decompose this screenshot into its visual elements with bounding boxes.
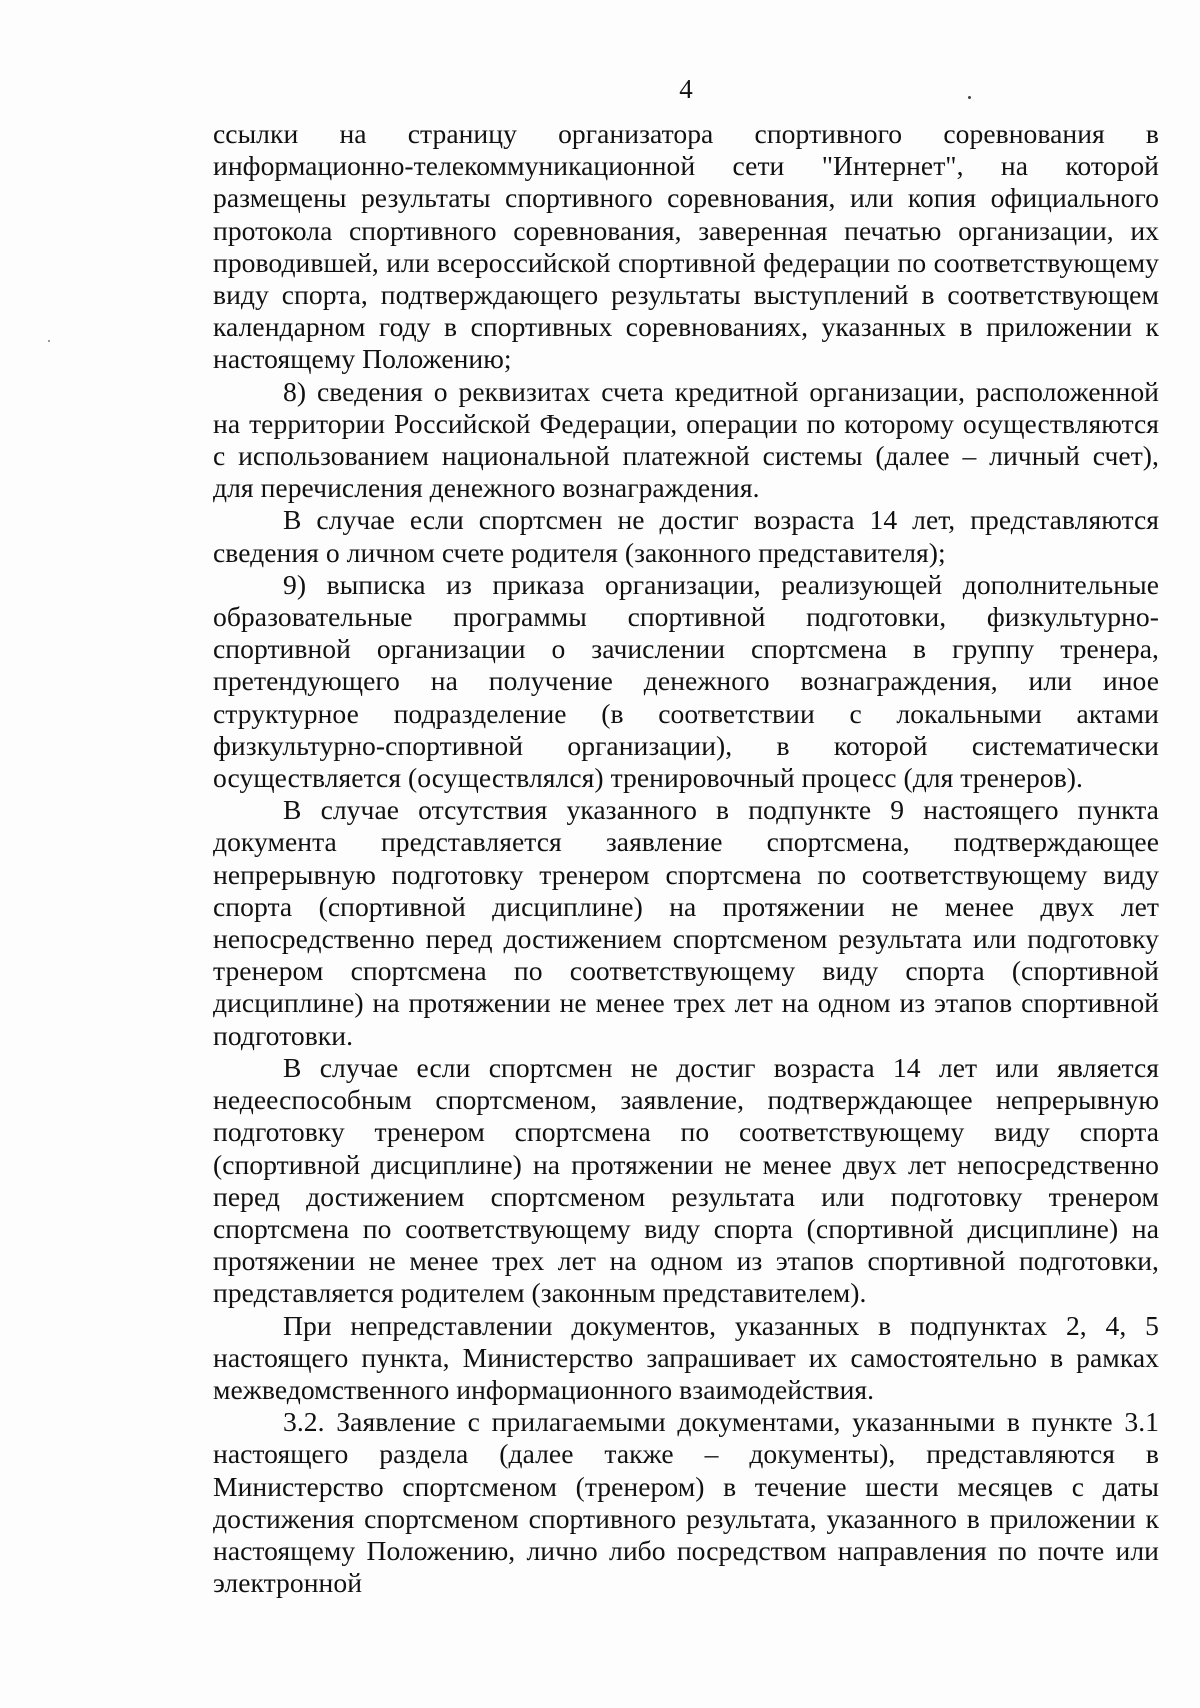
- scan-artifact-margin-dot: [48, 340, 50, 342]
- paragraph-minor-statement: В случае если спортсмен не достиг возраста 14 лет или является недееспособным спортсменом, заявление, подтверждающее непрерывную подготовку тренером спортсмена по соответствующему виду спорта (спортивной дисциплине) на протяжении не менее двух лет непосредственно перед достижением спортсменом результата или подготовку тренером спортсмена по соответствующему виду спорта (спортивной дисциплине) на протяжении не менее трех лет на одном из этапов спортивной подготовки, представляется родителем (законным представителем).: [213, 1051, 1159, 1309]
- paragraph-interagency-request: При непредставлении документов, указанных в подпунктах 2, 4, 5 настоящего пункта, Министерство запрашивает их самостоятельно в рамках межведомственного информационного взаимодействия.: [213, 1309, 1159, 1405]
- document-body: [213, 118, 1159, 1599]
- paragraph-absence-of-document: В случае отсутствия указанного в подпункте 9 настоящего пункта документа представляется заявление спортсмена, подтверждающее непрерывную подготовку тренером спортсмена по соответствующему виду спорта (спортивной дисциплине) на протяжении не менее двух лет непосредственно перед достижением спортсменом результата или подготовку тренером спортсмена по соответствующему виду спорта (спортивной дисциплине) на протяжении не менее трех лет на одном из этапов спортивной подготовки.: [213, 794, 1159, 1051]
- paragraph-item-9: 9) выписка из приказа организации, реализующей дополнительные образовательные программы спортивной подготовки, физкультурно-спортивной организации о зачислении спортсмена в группу тренера, претендующего на получение денежного вознаграждения, или иное структурное подразделение (в соответствии с локальными актами физкультурно-спортивной организации), в которой систематически осуществляется (осуществлялся) тренировочный процесс (для тренеров).: [213, 568, 1159, 794]
- paragraph-continuation: ссылки на страницу организатора спортивного соревнования в информационно-телекоммуникационной сети "Интернет", на которой размещены результаты спортивного соревнования, или копия официального протокола спортивного соревнования, заверенная печатью организации, их проводившей, или всероссийской спортивной федерации по соответствующему виду спорта, подтверждающего результаты выступлений в соответствующем календарном году в спортивных соревнованиях, указанных в приложении к настоящему Положению;: [213, 118, 1159, 375]
- scan-artifact-dot: [968, 96, 971, 99]
- paragraph-section-3-2: 3.2. Заявление с прилагаемыми документами, указанными в пункте 3.1 настоящего раздела (далее также – документы), представляются в Министерство спортсменом (тренером) в течение шести месяцев с даты достижения спортсменом спортивного результата, указанного в приложении к настоящему Положению, лично либо посредством направления по почте или электронной: [213, 1406, 1159, 1599]
- paragraph-item-8: 8) сведения о реквизитах счета кредитной организации, расположенной на территории Российской Федерации, операции по которому осуществляются с использованием национальной платежной системы (далее – личный счет), для перечисления денежного вознаграждения.: [213, 375, 1159, 504]
- paragraph-minor-account: В случае если спортсмен не достиг возраста 14 лет, представляются сведения о личном счете родителя (законного представителя);: [213, 504, 1159, 568]
- page-number: 4: [679, 74, 693, 104]
